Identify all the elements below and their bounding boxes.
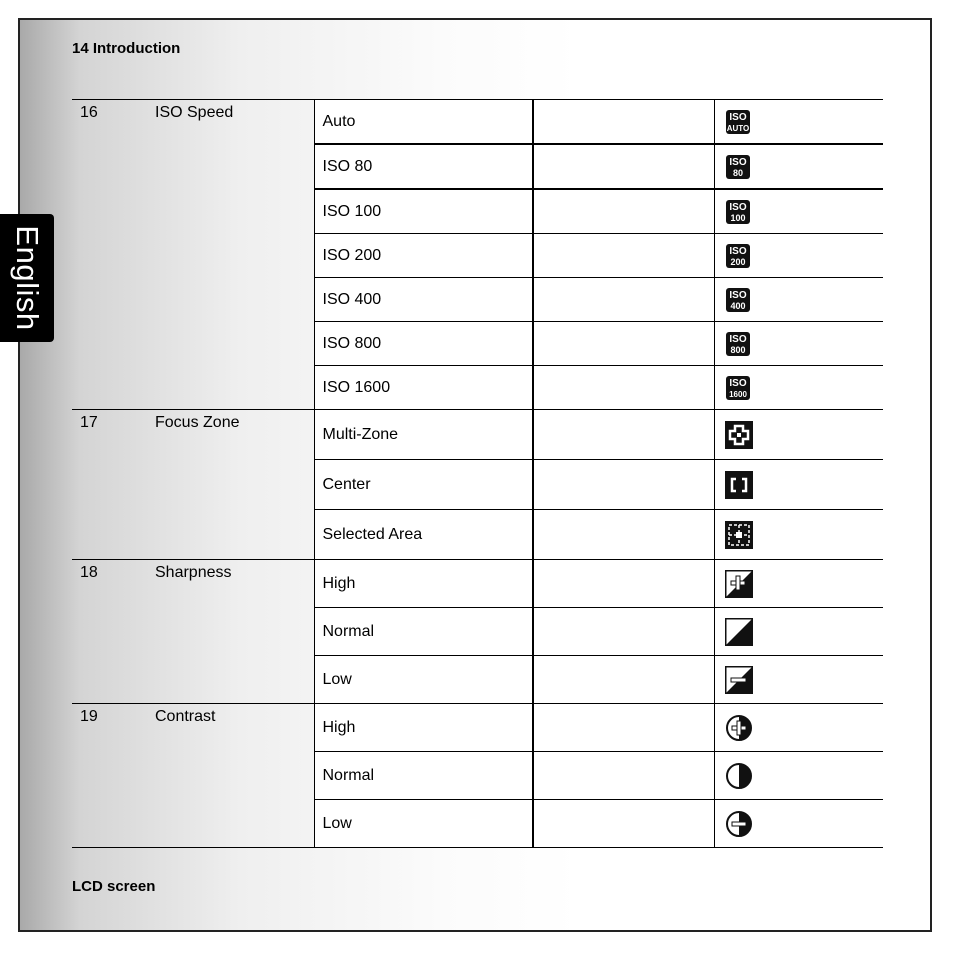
table-row: [72, 560, 883, 608]
language-tab: [0, 214, 54, 342]
blank-cell: [533, 189, 714, 234]
blank-cell: [533, 608, 714, 656]
feature-name: Focus Zone: [147, 410, 314, 560]
item-number: 17: [72, 410, 147, 560]
option-label: Auto: [314, 100, 533, 145]
option-label: Multi-Zone: [314, 410, 533, 460]
item-number: 19: [72, 704, 147, 848]
blank-cell: [533, 510, 714, 560]
svg-text:ISO: ISO: [728, 111, 747, 123]
iso-800-icon: [725, 331, 751, 357]
feature-name: ISO Speed: [147, 100, 314, 410]
sharpness-high-icon: [725, 570, 753, 598]
blank-cell: [533, 656, 714, 704]
option-label: Low: [314, 800, 533, 848]
option-label: Center: [314, 460, 533, 510]
option-label: ISO 80: [314, 144, 533, 189]
blank-cell: [533, 460, 714, 510]
svg-text:ISO: ISO: [728, 201, 747, 213]
iso-100-icon: [725, 199, 751, 225]
iso-200-icon: [725, 243, 751, 269]
contrast-high-icon: [725, 714, 753, 742]
svg-text:ISO: ISO: [728, 377, 747, 389]
blank-cell: [533, 800, 714, 848]
blank-cell: [533, 410, 714, 460]
option-label: Selected Area: [314, 510, 533, 560]
feature-name: Sharpness: [147, 560, 314, 704]
blank-cell: [533, 322, 714, 366]
option-label: Normal: [314, 752, 533, 800]
table-row: [72, 100, 883, 145]
sharpness-low-icon: [725, 666, 753, 694]
iso-400-icon: [725, 287, 751, 313]
svg-text:ISO: ISO: [728, 245, 747, 257]
table-row: [72, 704, 883, 752]
blank-cell: [533, 366, 714, 410]
feature-name: Contrast: [147, 704, 314, 848]
blank-cell: [533, 144, 714, 189]
option-label: ISO 800: [314, 322, 533, 366]
option-label: Low: [314, 656, 533, 704]
svg-text:80: 80: [732, 167, 743, 178]
svg-text:1600: 1600: [728, 389, 747, 399]
blank-cell: [533, 752, 714, 800]
blank-cell: [533, 560, 714, 608]
svg-text:ISO: ISO: [728, 289, 747, 301]
option-label: ISO 400: [314, 278, 533, 322]
page-header: 14 Introduction: [72, 40, 181, 57]
blank-cell: [533, 100, 714, 145]
iso-80-icon: [725, 154, 751, 180]
option-label: ISO 100: [314, 189, 533, 234]
svg-text:800: 800: [729, 344, 746, 355]
svg-text:400: 400: [729, 300, 746, 311]
section-footer: LCD screen: [72, 878, 156, 895]
svg-text:ISO: ISO: [728, 333, 747, 345]
settings-table: [72, 99, 883, 848]
iso-auto-icon: [725, 109, 751, 135]
selected-area-focus-icon: [725, 521, 753, 549]
blank-cell: [533, 234, 714, 278]
table-row: [72, 410, 883, 460]
blank-cell: [533, 704, 714, 752]
option-label: Normal: [314, 608, 533, 656]
item-number: 16: [72, 100, 147, 410]
item-number: 18: [72, 560, 147, 704]
option-label: High: [314, 704, 533, 752]
center-focus-icon: [725, 471, 753, 499]
svg-text:AUTO: AUTO: [726, 123, 749, 133]
sharpness-normal-icon: [725, 618, 753, 646]
option-label: ISO 200: [314, 234, 533, 278]
blank-cell: [533, 278, 714, 322]
iso-1600-icon: [725, 375, 751, 401]
multi-zone-focus-icon: [725, 421, 753, 449]
contrast-normal-icon: [725, 762, 753, 790]
option-label: ISO 1600: [314, 366, 533, 410]
svg-text:ISO: ISO: [728, 156, 747, 168]
option-label: High: [314, 560, 533, 608]
svg-text:200: 200: [729, 256, 746, 267]
contrast-low-icon: [725, 810, 753, 838]
language-tab-label: English: [10, 225, 45, 331]
svg-text:100: 100: [729, 212, 746, 223]
